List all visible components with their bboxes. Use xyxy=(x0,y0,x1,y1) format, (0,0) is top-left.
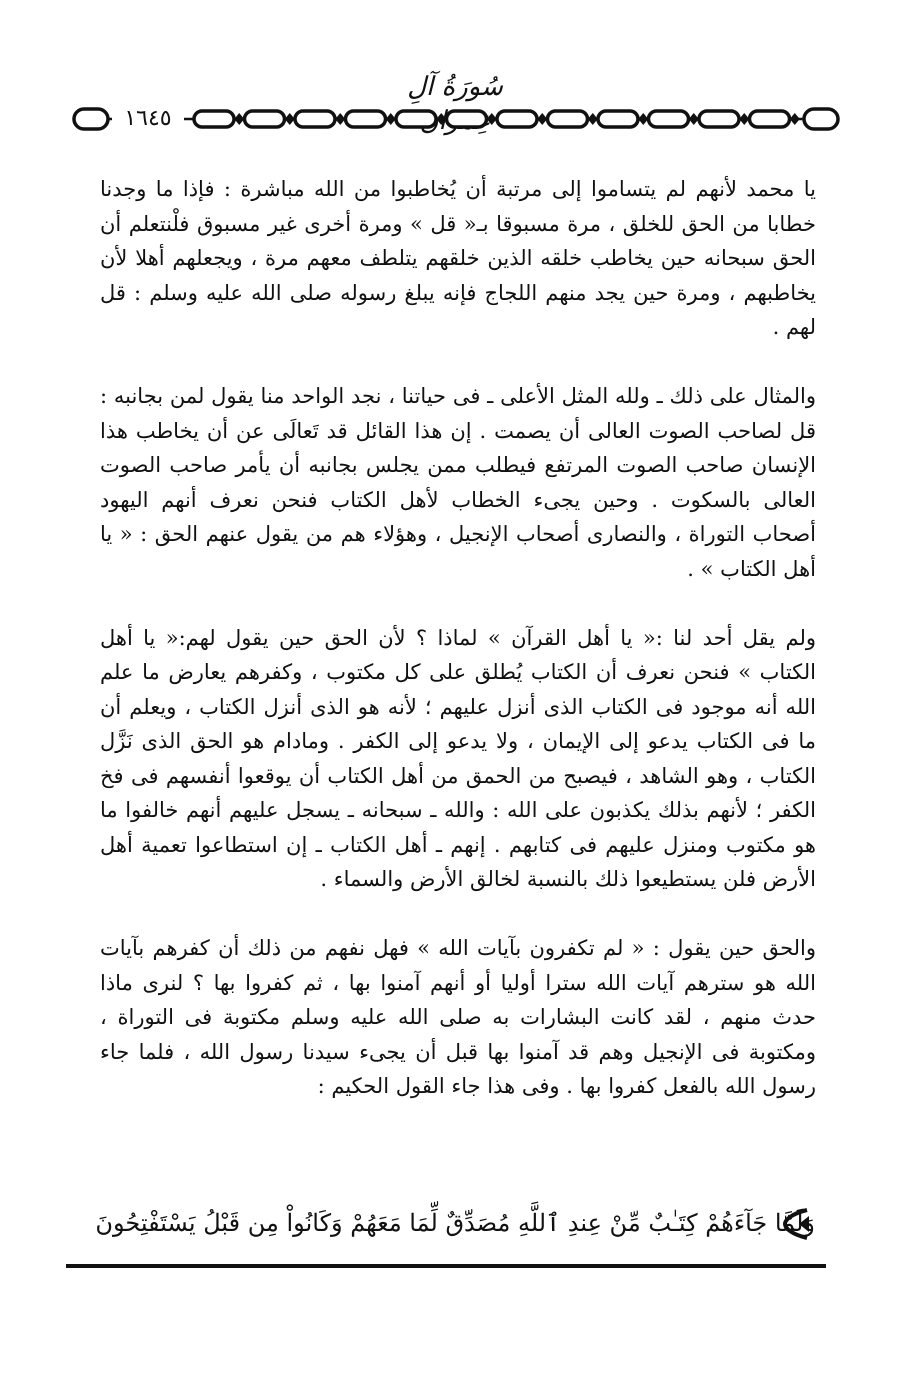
border-link xyxy=(346,111,386,127)
page-number: ١٦٤٥ xyxy=(112,104,184,134)
border-diamond xyxy=(588,113,598,125)
border-diamond xyxy=(689,113,699,125)
border-diamond xyxy=(386,113,396,125)
border-link xyxy=(548,111,588,127)
border-diamond xyxy=(436,113,446,125)
surah-title: سُورَةُ آلِ xyxy=(407,72,503,102)
border-diamond xyxy=(335,113,345,125)
border-link xyxy=(396,111,436,127)
border-diamond xyxy=(537,113,547,125)
border-link xyxy=(699,111,739,127)
border-link xyxy=(649,111,689,127)
paragraph: والمثال على ذلك ـ ولله المثل الأعلى ـ فى حياتنا ، نجد الواحد منا يقول لمن بجانبه : قل لصاحب الصوت العالى أن يصمت . إن هذا القائل قد تَعالَى عن أن يخاطب هذا الإنسان صاحب الصوت المرتفع فيطلب ممن يجلس بجانبه أن يأمر صاحب الصوت العالى بالسكوت . وحين يجىء الخطاب لأهل الكتاب فنحن نعرف أنهم اليهود أصحاب التوراة ، والنصارى أصحاب الإنجيل ، وهؤلاء هم من يقول عنهم الحق : « يا أهل الكتاب » . xyxy=(100,384,816,581)
border-link xyxy=(295,111,335,127)
footnote-divider xyxy=(66,1264,826,1268)
border-diamond xyxy=(234,113,244,125)
border-link xyxy=(750,111,790,127)
border-diamond xyxy=(790,113,800,125)
border-diamond xyxy=(739,113,749,125)
border-link xyxy=(497,111,537,127)
border-diamond xyxy=(285,113,295,125)
border-link xyxy=(194,111,234,127)
ornamental-header-border xyxy=(72,104,840,134)
border-link xyxy=(245,111,285,127)
paragraph: والحق حين يقول : « لم تكفرون بآيات الله » فهل نفهم من ذلك أن كفرهم بآيات الله هو سترهم آيات الله سترا أوليا أو أنهم آمنوا بها ، ثم كفروا بها ؟ لنرى ماذا حدث منهم ، لقد كانت البشارات به صلى الله عليه وسلم مكتوبة فى التوراة ، ومكتوبة فى الإنجيل وهم قد آمنوا بها قبل أن يجىء سيدنا رسول الله ، فلما جاء رسول الله بالفعل كفروا بها . وفى هذا جاء القول الحكيم : xyxy=(100,936,816,1098)
border-link xyxy=(598,111,638,127)
border-diamond xyxy=(487,113,497,125)
quran-verse: وَلَمَّا جَآءَهُمْ كِتَـٰبٌ مِّنْ عِندِ ٱللَّهِ مُصَدِّقٌ لِّمَا مَعَهُمْ وَكَانُواْ مِن قَبْلُ يَسْتَفْتِحُونَ xyxy=(95,1209,815,1237)
main-text xyxy=(100,172,816,1138)
border-diamond xyxy=(638,113,648,125)
paragraph: ولم يقل أحد لنا :« يا أهل القرآن » لماذا ؟ لأن الحق حين يقول لهم:« يا أهل الكتاب » فنحن نعرف أن الكتاب يُطلق على كل مكتوب ، وكفرهم يعارض ما علم الله أنه موجود فى الكتاب الذى أنزل عليهم ؛ لأنه هو الذى أنزل الكتاب ، ويعلم أن ما فى الكتاب يدعو إلى الإيمان ، ولا يدعو إلى الكفر . ومادام هو الحق الذى نَزَّل الكتاب ، وهو الشاهد ، فيصبح من الحمق من أهل الكتاب أن يوقعوا أنفسهم فى فخ الكفر ؛ لأنهم بذلك يكذبون على الله : والله ـ سبحانه ـ يسجل عليهم أنهم خالفوا ما هو مكتوب ومنزل عليهم فى كتابهم . إنهم ـ أهل الكتاب ـ إن استطاعوا تعمية أهل الأرض فلن يستطيعوا ذلك بالنسبة لخالق الأرض والسماء . xyxy=(100,625,816,891)
paragraph: يا محمد لأنهم لم يتساموا إلى مرتبة أن يُخاطبوا من الله مباشرة : فإذا ما وجدنا خطابا من الحق للخلق ، مرة مسبوقا بـ« قل » ومرة أخرى غير مسبوق فلْنتعلم أن الحق سبحانه حين يخاطب خلقه الذين خلقهم يتلطف معهم مرة ، ويجعلهم أهلا لأن يخاطبهم ، ومرة حين يجد منهم اللجاج فإنه يبلغ رسوله صلى الله عليه وسلم : قل لهم . xyxy=(100,177,816,339)
border-link xyxy=(447,111,487,127)
